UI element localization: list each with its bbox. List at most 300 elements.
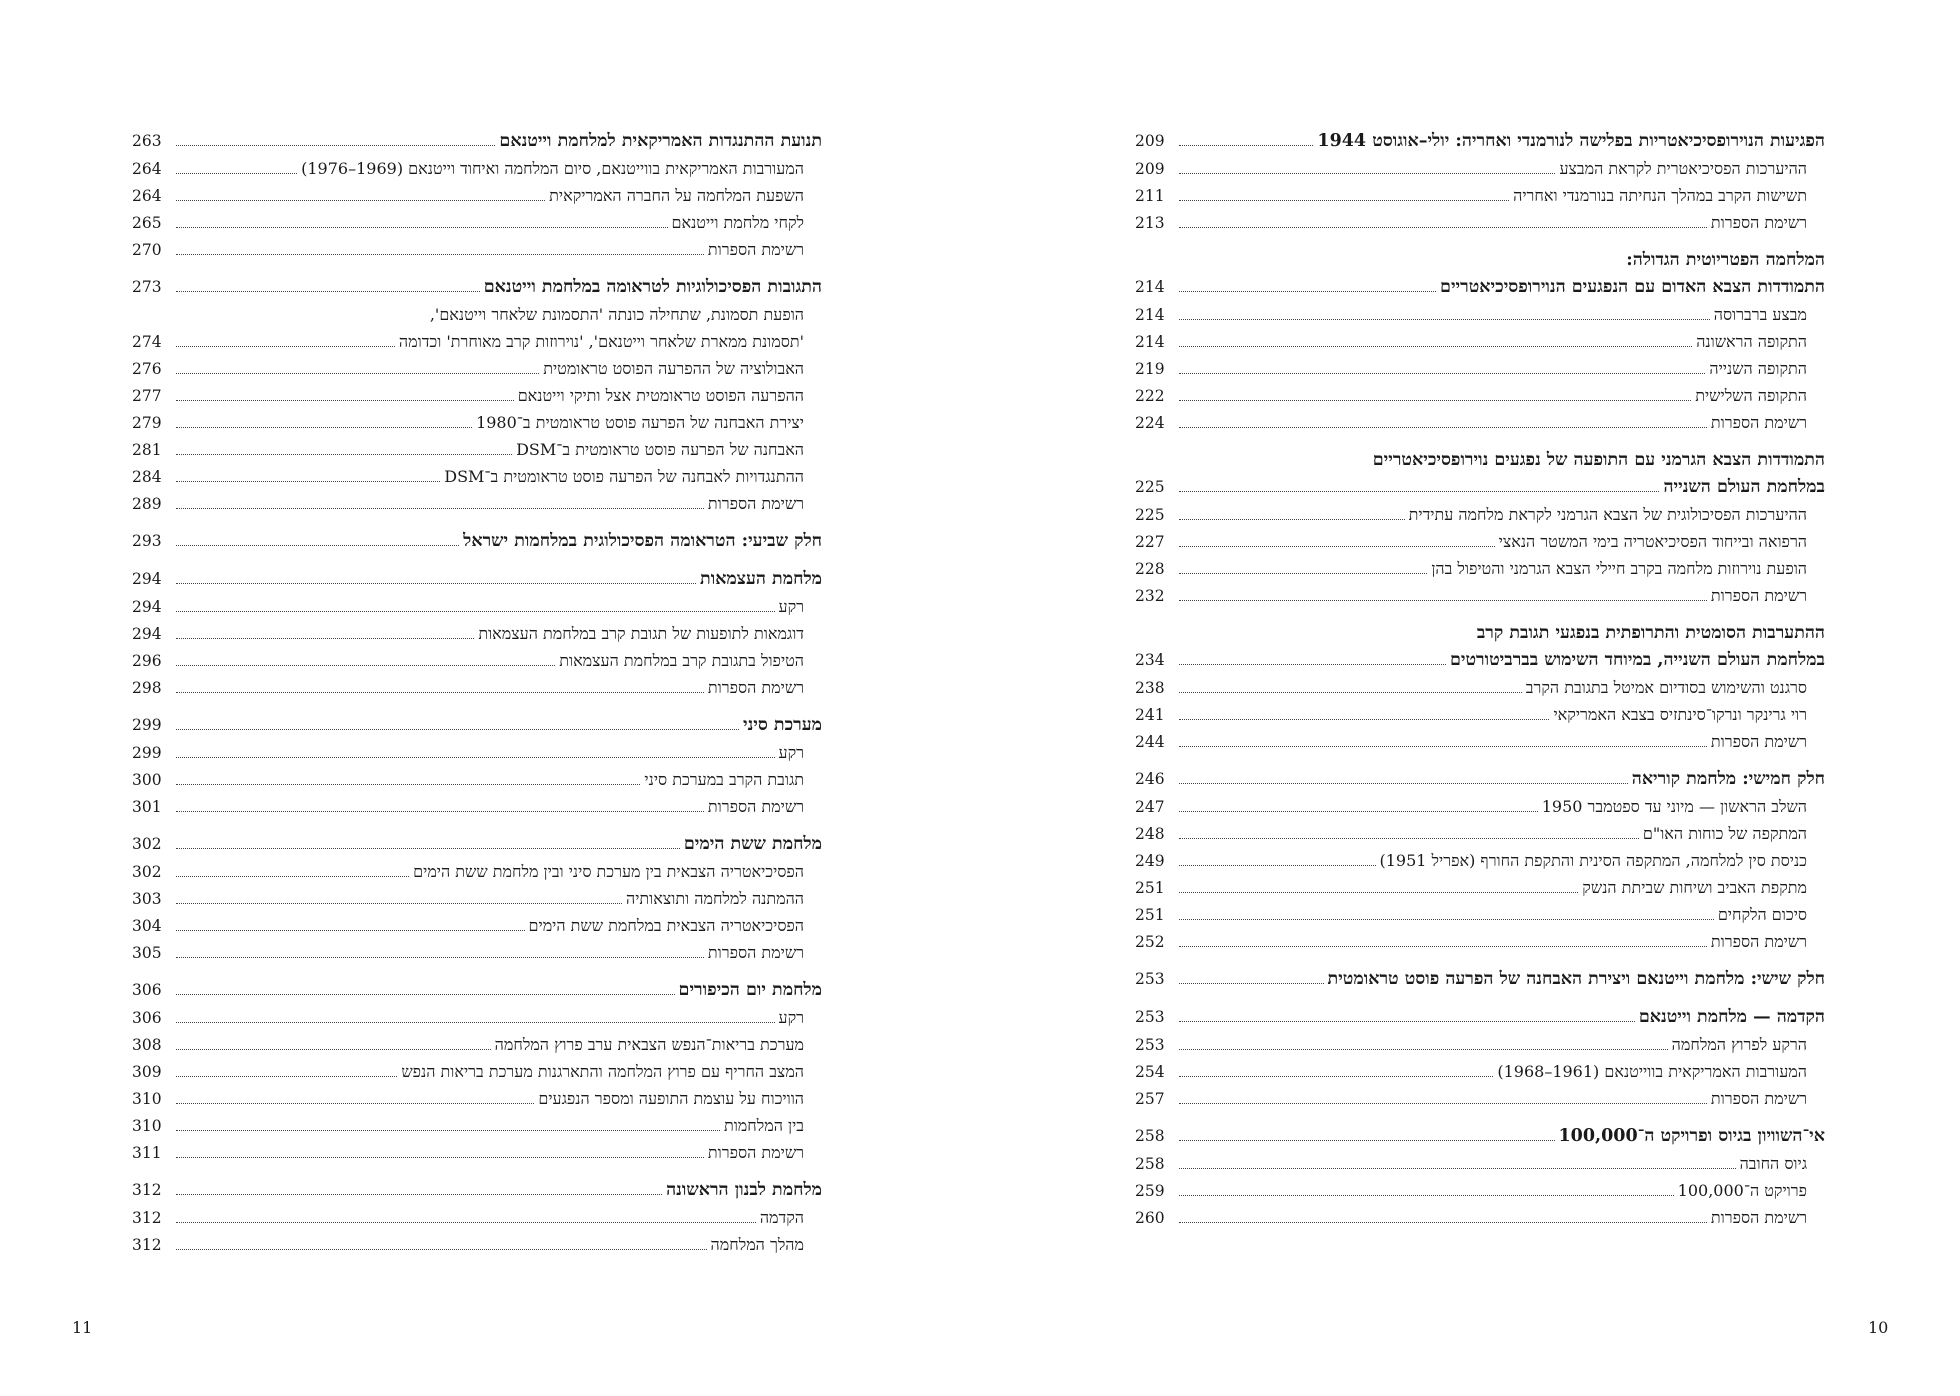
toc-heading[interactable] bbox=[132, 1177, 822, 1204]
toc-page-number: 246 bbox=[1135, 770, 1165, 788]
toc-heading-title: מלחמת העצמאות bbox=[700, 569, 822, 589]
toc-page-number: 224 bbox=[1135, 414, 1165, 432]
toc-page-number: 234 bbox=[1135, 651, 1165, 669]
toc-entry-title: יצירת האבחנה של הפרעה פוסט טראומטית ב־1980 bbox=[476, 413, 804, 432]
toc-entry-title: השפעת המלחמה על החברה האמריקאית bbox=[549, 186, 804, 205]
toc-entry-title: האבחנה של הפרעה פוסט טראומטית ב־DSM bbox=[516, 440, 804, 459]
toc-page-number: 260 bbox=[1135, 1209, 1165, 1227]
toc-entry[interactable] bbox=[132, 739, 822, 766]
toc-heading[interactable] bbox=[1135, 647, 1825, 674]
toc-entry[interactable] bbox=[1135, 1204, 1825, 1231]
toc-entry[interactable] bbox=[132, 674, 822, 701]
toc-page-number: 253 bbox=[1135, 1008, 1165, 1026]
toc-page-number: 302 bbox=[132, 835, 162, 853]
toc-heading-line bbox=[1135, 447, 1825, 474]
toc-entry[interactable] bbox=[1135, 582, 1825, 609]
dot-leader bbox=[176, 929, 525, 931]
toc-heading-title: ההתערבות הסומטית והתרופתית בנפגעי תגובת קרב bbox=[1476, 623, 1825, 643]
toc-heading[interactable] bbox=[1135, 766, 1825, 793]
dot-leader bbox=[1179, 782, 1628, 784]
dot-leader bbox=[176, 399, 514, 401]
toc-entry-title: תשישות הקרב במהלך הנחיתה בנורמנדי ואחריה bbox=[1513, 186, 1807, 205]
toc-entry[interactable] bbox=[1135, 793, 1825, 820]
toc-page-number: 209 bbox=[1135, 160, 1165, 178]
toc-section bbox=[132, 712, 822, 820]
toc-page-number: 213 bbox=[1135, 214, 1165, 232]
dot-leader bbox=[176, 610, 775, 612]
toc-entry[interactable] bbox=[132, 436, 822, 463]
toc-page-number: 214 bbox=[1135, 306, 1165, 324]
dot-leader bbox=[176, 507, 704, 509]
toc-page-number: 252 bbox=[1135, 933, 1165, 951]
dot-leader bbox=[176, 810, 704, 812]
toc-entry[interactable] bbox=[1135, 1150, 1825, 1177]
dot-leader bbox=[176, 172, 297, 174]
dot-leader bbox=[176, 691, 704, 693]
toc-entry-title: סרגנט והשימוש בסודיום אמיטל בתגובת הקרב bbox=[1525, 678, 1807, 697]
toc-entry[interactable] bbox=[1135, 847, 1825, 874]
toc-heading-title: במלחמת העולם השנייה bbox=[1663, 477, 1825, 497]
toc-entry[interactable] bbox=[1135, 409, 1825, 436]
dot-leader bbox=[176, 1193, 662, 1195]
toc-entry[interactable] bbox=[1135, 355, 1825, 382]
toc-entry-title: רקע bbox=[778, 597, 804, 616]
toc-entry[interactable] bbox=[132, 355, 822, 382]
dot-leader bbox=[176, 993, 675, 995]
toc-entry[interactable] bbox=[1135, 820, 1825, 847]
dot-leader bbox=[176, 664, 555, 666]
toc-entry-title: התקופה השלישית bbox=[1695, 386, 1807, 405]
toc-entry[interactable] bbox=[132, 182, 822, 209]
toc-entry-title: הפסיכיאטריה הצבאית במלחמת ששת הימים bbox=[528, 916, 804, 935]
toc-entry-title: רשימת הספרות bbox=[707, 1143, 804, 1162]
toc-entry[interactable] bbox=[1135, 301, 1825, 328]
toc-page-number: 279 bbox=[132, 414, 162, 432]
toc-entry-title: רשימת הספרות bbox=[1710, 732, 1807, 751]
dot-leader bbox=[1179, 426, 1707, 428]
dot-leader bbox=[176, 847, 680, 849]
toc-page-number: 274 bbox=[132, 333, 162, 351]
toc-entry-title: המעורבות האמריקאית בווייטנאם (1961–1968) bbox=[1497, 1062, 1807, 1081]
toc-page-number: 284 bbox=[132, 468, 162, 486]
toc-entry-title: המתקפה של כוחות האו"ם bbox=[1642, 824, 1807, 843]
toc-entry[interactable] bbox=[132, 1139, 822, 1166]
toc-entry-title: תגובת הקרב במערכת סיני bbox=[644, 770, 804, 789]
dot-leader bbox=[1179, 837, 1639, 839]
toc-entry[interactable] bbox=[1135, 155, 1825, 182]
toc-entry-title: ההפרעה הפוסט טראומטית אצל ותיקי וייטנאם bbox=[517, 386, 804, 405]
toc-entry-title: האבולוציה של ההפרעה הפוסט טראומטית bbox=[543, 359, 804, 378]
toc-entry-title: הוויכוח על עוצמת התופעה ומספר הנפגעים bbox=[538, 1089, 804, 1108]
dot-leader bbox=[176, 480, 440, 482]
toc-page-number: 308 bbox=[132, 1036, 162, 1054]
toc-entry-title: רשימת הספרות bbox=[1710, 413, 1807, 432]
toc-entry[interactable] bbox=[132, 939, 822, 966]
toc-entry-title: הופעת נוירוזות מלחמה בקרב חיילי הצבא הגרמני והטיפול בהן bbox=[1431, 559, 1807, 578]
toc-heading-title: מלחמת ששת הימים bbox=[683, 834, 822, 854]
toc-entry[interactable] bbox=[1135, 901, 1825, 928]
toc-entry[interactable] bbox=[132, 236, 822, 263]
toc-entry[interactable] bbox=[1135, 728, 1825, 755]
toc-page-number: 251 bbox=[1135, 879, 1165, 897]
dot-leader bbox=[1179, 199, 1509, 201]
dot-leader bbox=[176, 345, 395, 347]
dot-leader bbox=[1179, 864, 1376, 866]
toc-entry-title: המצב החריף עם פרוץ המלחמה והתארגנות מערכת בריאות הנפש bbox=[401, 1062, 804, 1081]
toc-section bbox=[132, 566, 822, 701]
dot-leader bbox=[1179, 1139, 1555, 1141]
toc-page-number: 289 bbox=[132, 495, 162, 513]
dot-leader bbox=[1179, 144, 1313, 146]
toc-entry-title: רשימת הספרות bbox=[707, 678, 804, 697]
toc-section bbox=[132, 831, 822, 966]
toc-heading[interactable] bbox=[1135, 1123, 1825, 1150]
dot-leader bbox=[176, 728, 739, 730]
toc-entry-title: הרפואה ובייחוד הפסיכיאטריה בימי המשטר הנאצי bbox=[1498, 532, 1807, 551]
dot-leader bbox=[176, 783, 640, 785]
toc-page-number: 265 bbox=[132, 214, 162, 232]
toc-entry[interactable] bbox=[132, 463, 822, 490]
dot-leader bbox=[1179, 599, 1707, 601]
toc-page-number: 251 bbox=[1135, 906, 1165, 924]
toc-section bbox=[1135, 128, 1825, 236]
toc-page-number: 263 bbox=[132, 132, 162, 150]
toc-entry[interactable] bbox=[132, 858, 822, 885]
toc-heading[interactable] bbox=[1135, 274, 1825, 301]
toc-heading-title: מלחמת יום הכיפורים bbox=[678, 980, 822, 1000]
toc-entry[interactable] bbox=[132, 1231, 822, 1258]
dot-leader bbox=[1179, 945, 1707, 947]
toc-entry[interactable] bbox=[1135, 209, 1825, 236]
toc-page-number: 298 bbox=[132, 679, 162, 697]
toc-entry[interactable] bbox=[132, 1204, 822, 1231]
toc-heading-title: הקדמה — מלחמת וייטנאם bbox=[1638, 1007, 1825, 1027]
toc-entry-title: רשימת הספרות bbox=[707, 943, 804, 962]
toc-page-number: 258 bbox=[1135, 1155, 1165, 1173]
toc-entry[interactable] bbox=[1135, 701, 1825, 728]
toc-page-number: 244 bbox=[1135, 733, 1165, 751]
dot-leader bbox=[1179, 1048, 1668, 1050]
toc-heading-title: אי־השוויון בגיוס ופרויקט ה־100,000 bbox=[1558, 1126, 1825, 1146]
toc-page-number: 257 bbox=[1135, 1090, 1165, 1108]
toc-page-number: 264 bbox=[132, 160, 162, 178]
right-page bbox=[980, 0, 1960, 1396]
toc-entry-title: 'תסמונת ממארת שלאחר וייטנאם', 'נוירוזות קרב מאוחרת' וכדומה bbox=[398, 332, 804, 351]
toc-page-number: 305 bbox=[132, 944, 162, 962]
toc-page-number: 225 bbox=[1135, 506, 1165, 524]
toc-entry-title: ההיערכות הפסיכולוגית של הצבא הגרמני לקראת מלחמה עתידית bbox=[1408, 505, 1807, 524]
toc-heading-title: התמודדות הצבא האדום עם הנפגעים הנוירופסיכיאטריים bbox=[1440, 277, 1825, 297]
toc-entry[interactable] bbox=[1135, 874, 1825, 901]
toc-section bbox=[1135, 620, 1825, 755]
toc-entry[interactable] bbox=[132, 620, 822, 647]
dot-leader bbox=[1179, 290, 1436, 292]
toc-section bbox=[132, 528, 822, 555]
toc-page-number: 310 bbox=[132, 1090, 162, 1108]
toc-entry-title: מערכת בריאות־הנפש הצבאית ערב פרוץ המלחמה bbox=[494, 1035, 804, 1054]
toc-entry[interactable] bbox=[132, 912, 822, 939]
toc-page-number: 312 bbox=[132, 1236, 162, 1254]
toc-section bbox=[1135, 1004, 1825, 1112]
dot-leader bbox=[176, 290, 480, 292]
toc-entry-title: כניסת סין למלחמה, המתקפה הסינית והתקפת החורף (אפריל 1951) bbox=[1379, 851, 1807, 870]
dot-leader bbox=[176, 1021, 775, 1023]
toc-entry-title: גיוס החובה bbox=[1739, 1154, 1807, 1173]
dot-leader bbox=[1179, 345, 1692, 347]
toc-entry[interactable] bbox=[132, 885, 822, 912]
toc-page-number: 294 bbox=[132, 570, 162, 588]
dot-leader bbox=[176, 453, 512, 455]
toc-entry[interactable] bbox=[132, 155, 822, 182]
toc-heading[interactable] bbox=[132, 712, 822, 739]
toc-page-number: 306 bbox=[132, 981, 162, 999]
toc-page-number: 214 bbox=[1135, 333, 1165, 351]
table-of-contents-right bbox=[1135, 128, 1825, 1242]
toc-entry[interactable] bbox=[132, 593, 822, 620]
toc-heading-title: במלחמת העולם השנייה, במיוחד השימוש בברביטורטים bbox=[1449, 650, 1825, 670]
toc-page-number: 247 bbox=[1135, 798, 1165, 816]
toc-page-number: 303 bbox=[132, 890, 162, 908]
dot-leader bbox=[1179, 663, 1446, 665]
toc-page-number: 302 bbox=[132, 863, 162, 881]
toc-entry[interactable] bbox=[1135, 382, 1825, 409]
toc-entry-title: רשימת הספרות bbox=[707, 797, 804, 816]
toc-entry-title: רשימת הספרות bbox=[1710, 586, 1807, 605]
dot-leader bbox=[1179, 1194, 1674, 1196]
toc-entry-title: השלב הראשון — מיוני עד ספטמבר 1950 bbox=[1541, 797, 1807, 816]
toc-entry-title: רשימת הספרות bbox=[707, 240, 804, 259]
toc-page-number: 248 bbox=[1135, 825, 1165, 843]
toc-page-number: 300 bbox=[132, 771, 162, 789]
toc-heading[interactable] bbox=[1135, 1004, 1825, 1031]
toc-heading-line bbox=[1135, 247, 1825, 274]
toc-entry-title: דוגמאות לתופעות של תגובת קרב במלחמת העצמאות bbox=[478, 624, 804, 643]
dot-leader bbox=[1179, 810, 1538, 812]
toc-page-number: 309 bbox=[132, 1063, 162, 1081]
toc-page-number: 311 bbox=[132, 1144, 162, 1162]
toc-page-number: 264 bbox=[132, 187, 162, 205]
toc-entry[interactable] bbox=[132, 1004, 822, 1031]
toc-entry[interactable] bbox=[1135, 528, 1825, 555]
toc-page-number: 293 bbox=[132, 532, 162, 550]
dot-leader bbox=[176, 144, 495, 146]
dot-leader bbox=[176, 1102, 534, 1104]
toc-heading-title: מערכת סיני bbox=[742, 715, 822, 735]
toc-page-number: 310 bbox=[132, 1117, 162, 1135]
toc-entry-title: רשימת הספרות bbox=[1710, 932, 1807, 951]
toc-section bbox=[1135, 247, 1825, 436]
toc-page-number: 232 bbox=[1135, 587, 1165, 605]
toc-entry-title: בין המלחמות bbox=[723, 1116, 804, 1135]
toc-entry[interactable] bbox=[1135, 1085, 1825, 1112]
toc-page-number: 253 bbox=[1135, 1036, 1165, 1054]
toc-page-number: 222 bbox=[1135, 387, 1165, 405]
toc-entry-title: התקופה הראשונה bbox=[1696, 332, 1807, 351]
toc-page-number: 304 bbox=[132, 917, 162, 935]
toc-heading[interactable] bbox=[132, 528, 822, 555]
toc-entry[interactable] bbox=[132, 1031, 822, 1058]
toc-page-number: 299 bbox=[132, 744, 162, 762]
toc-page-number: 209 bbox=[1135, 132, 1165, 150]
toc-entry[interactable] bbox=[132, 793, 822, 820]
toc-page-number: 312 bbox=[132, 1209, 162, 1227]
toc-entry[interactable] bbox=[1135, 328, 1825, 355]
page-number-left: 11 bbox=[72, 1318, 93, 1337]
dot-leader bbox=[1179, 572, 1427, 574]
toc-heading[interactable] bbox=[132, 274, 822, 301]
toc-entry-title: לקחי מלחמת וייטנאם bbox=[671, 213, 804, 232]
page-number-right: 10 bbox=[1868, 1318, 1889, 1337]
toc-section bbox=[1135, 447, 1825, 609]
toc-entry[interactable] bbox=[132, 647, 822, 674]
dot-leader bbox=[1179, 1221, 1707, 1223]
dot-leader bbox=[176, 756, 775, 758]
dot-leader bbox=[176, 1075, 397, 1077]
toc-page-number: 259 bbox=[1135, 1182, 1165, 1200]
toc-entry-title: הפסיכיאטריה הצבאית בין מערכת סיני ובין מלחמת ששת הימים bbox=[413, 862, 804, 881]
dot-leader bbox=[1179, 691, 1522, 693]
toc-entry[interactable] bbox=[132, 382, 822, 409]
toc-entry-title: רקע bbox=[778, 743, 804, 762]
toc-section bbox=[1135, 766, 1825, 955]
toc-entry[interactable] bbox=[132, 409, 822, 436]
toc-entry-title: מתקפת האביב ושיחות שביתת הנשק bbox=[1582, 878, 1807, 897]
dot-leader bbox=[1179, 372, 1705, 374]
toc-heading-title: חלק שישי: מלחמת וייטנאם ויצירת האבחנה של הפרעה פוסט טראומטית bbox=[1327, 969, 1825, 989]
toc-page-number: 277 bbox=[132, 387, 162, 405]
toc-entry[interactable] bbox=[1135, 1058, 1825, 1085]
toc-entry-title: התקופה השנייה bbox=[1709, 359, 1807, 378]
dot-leader bbox=[1179, 718, 1549, 720]
toc-heading-title: התמודדות הצבא הגרמני עם התופעה של נפגעים נוירופסיכיאטריים bbox=[1372, 450, 1825, 470]
toc-page-number: 254 bbox=[1135, 1063, 1165, 1081]
toc-heading[interactable] bbox=[1135, 128, 1825, 155]
toc-section bbox=[132, 128, 822, 263]
dot-leader bbox=[1179, 172, 1555, 174]
toc-page-number: 306 bbox=[132, 1009, 162, 1027]
toc-entry[interactable] bbox=[132, 1058, 822, 1085]
dot-leader bbox=[176, 875, 409, 877]
toc-entry[interactable] bbox=[132, 328, 822, 355]
toc-heading-title: מלחמת לבנון הראשונה bbox=[666, 1180, 822, 1200]
toc-page-number: 299 bbox=[132, 716, 162, 734]
dot-leader bbox=[1179, 982, 1324, 984]
toc-heading[interactable] bbox=[132, 831, 822, 858]
toc-entry-title: המעורבות האמריקאית בווייטנאם, סיום המלחמה ואיחוד וייטנאם (1969–1976) bbox=[301, 159, 804, 178]
toc-heading-title: חלק שביעי: הטראומה הפסיכולוגית במלחמות ישראל bbox=[463, 531, 822, 551]
toc-page-number: 294 bbox=[132, 598, 162, 616]
toc-entry-title: הרקע לפרוץ המלחמה bbox=[1671, 1035, 1807, 1054]
toc-entry-title: רשימת הספרות bbox=[1710, 1089, 1807, 1108]
toc-entry[interactable] bbox=[1135, 1031, 1825, 1058]
toc-page-number: 241 bbox=[1135, 706, 1165, 724]
dot-leader bbox=[176, 1156, 704, 1158]
dot-leader bbox=[176, 582, 696, 584]
toc-entry[interactable] bbox=[1135, 182, 1825, 209]
toc-page-number: 249 bbox=[1135, 852, 1165, 870]
toc-entry-title: רוי גרינקר ונרקו־סינתזיס בצבא האמריקאי bbox=[1553, 705, 1807, 724]
toc-page-number: 301 bbox=[132, 798, 162, 816]
toc-page-number: 219 bbox=[1135, 360, 1165, 378]
toc-heading[interactable] bbox=[132, 977, 822, 1004]
dot-leader bbox=[1179, 545, 1495, 547]
toc-page-number: 258 bbox=[1135, 1127, 1165, 1145]
toc-entry[interactable] bbox=[1135, 555, 1825, 582]
toc-page-number: 211 bbox=[1135, 187, 1165, 205]
toc-section bbox=[132, 274, 822, 517]
toc-heading-line bbox=[1135, 620, 1825, 647]
toc-entry-title: רשימת הספרות bbox=[1710, 213, 1807, 232]
toc-heading[interactable] bbox=[132, 128, 822, 155]
toc-page-number: 281 bbox=[132, 441, 162, 459]
toc-heading[interactable] bbox=[1135, 474, 1825, 501]
toc-heading[interactable] bbox=[132, 566, 822, 593]
toc-page-number: 225 bbox=[1135, 478, 1165, 496]
dot-leader bbox=[176, 1221, 756, 1223]
toc-entry-title: רשימת הספרות bbox=[707, 494, 804, 513]
toc-entry-title: רקע bbox=[778, 1008, 804, 1027]
dot-leader bbox=[1179, 1075, 1493, 1077]
toc-page-number: 294 bbox=[132, 625, 162, 643]
toc-entry[interactable] bbox=[132, 1112, 822, 1139]
dot-leader bbox=[1179, 1020, 1635, 1022]
dot-leader bbox=[1179, 1167, 1736, 1169]
toc-page-number: 253 bbox=[1135, 970, 1165, 988]
toc-page-number: 227 bbox=[1135, 533, 1165, 551]
dot-leader bbox=[176, 637, 474, 639]
toc-entry[interactable] bbox=[1135, 928, 1825, 955]
dot-leader bbox=[1179, 745, 1707, 747]
toc-entry-title: סיכום הלקחים bbox=[1717, 905, 1807, 924]
toc-page-number: 228 bbox=[1135, 560, 1165, 578]
toc-page-number: 312 bbox=[132, 1181, 162, 1199]
toc-page-number: 296 bbox=[132, 652, 162, 670]
toc-entry[interactable] bbox=[132, 301, 822, 328]
dot-leader bbox=[1179, 518, 1405, 520]
dot-leader bbox=[1179, 399, 1691, 401]
toc-heading[interactable] bbox=[1135, 966, 1825, 993]
dot-leader bbox=[176, 1129, 720, 1131]
toc-page-number: 276 bbox=[132, 360, 162, 378]
toc-heading-title: התגובות הפסיכולוגיות לטראומה במלחמת וייטנאם bbox=[483, 277, 822, 297]
toc-entry[interactable] bbox=[132, 766, 822, 793]
toc-heading-title: חלק חמישי: מלחמת קוריאה bbox=[1631, 769, 1825, 789]
toc-heading-title: המלחמה הפטריוטית הגדולה: bbox=[1626, 250, 1825, 270]
dot-leader bbox=[176, 199, 545, 201]
toc-entry[interactable] bbox=[1135, 501, 1825, 528]
toc-entry[interactable] bbox=[1135, 1177, 1825, 1204]
dot-leader bbox=[1179, 226, 1707, 228]
dot-leader bbox=[176, 902, 622, 904]
toc-page-number: 214 bbox=[1135, 278, 1165, 296]
toc-entry[interactable] bbox=[132, 209, 822, 236]
dot-leader bbox=[1179, 918, 1714, 920]
table-of-contents-left bbox=[132, 128, 822, 1269]
dot-leader bbox=[176, 544, 459, 546]
dot-leader bbox=[176, 372, 539, 374]
toc-entry[interactable] bbox=[132, 490, 822, 517]
toc-page-number: 238 bbox=[1135, 679, 1165, 697]
toc-entry-title: מהלך המלחמה bbox=[710, 1235, 804, 1254]
toc-entry-title: רשימת הספרות bbox=[1710, 1208, 1807, 1227]
dot-leader bbox=[1179, 1102, 1707, 1104]
toc-entry[interactable] bbox=[1135, 674, 1825, 701]
toc-section bbox=[132, 977, 822, 1166]
toc-entry-title: הקדמה bbox=[759, 1208, 804, 1227]
toc-entry[interactable] bbox=[132, 1085, 822, 1112]
dot-leader bbox=[176, 226, 668, 228]
toc-entry-title: ההתנגדויות לאבחנה של הפרעה פוסט טראומטית ב־DSM bbox=[444, 467, 804, 486]
